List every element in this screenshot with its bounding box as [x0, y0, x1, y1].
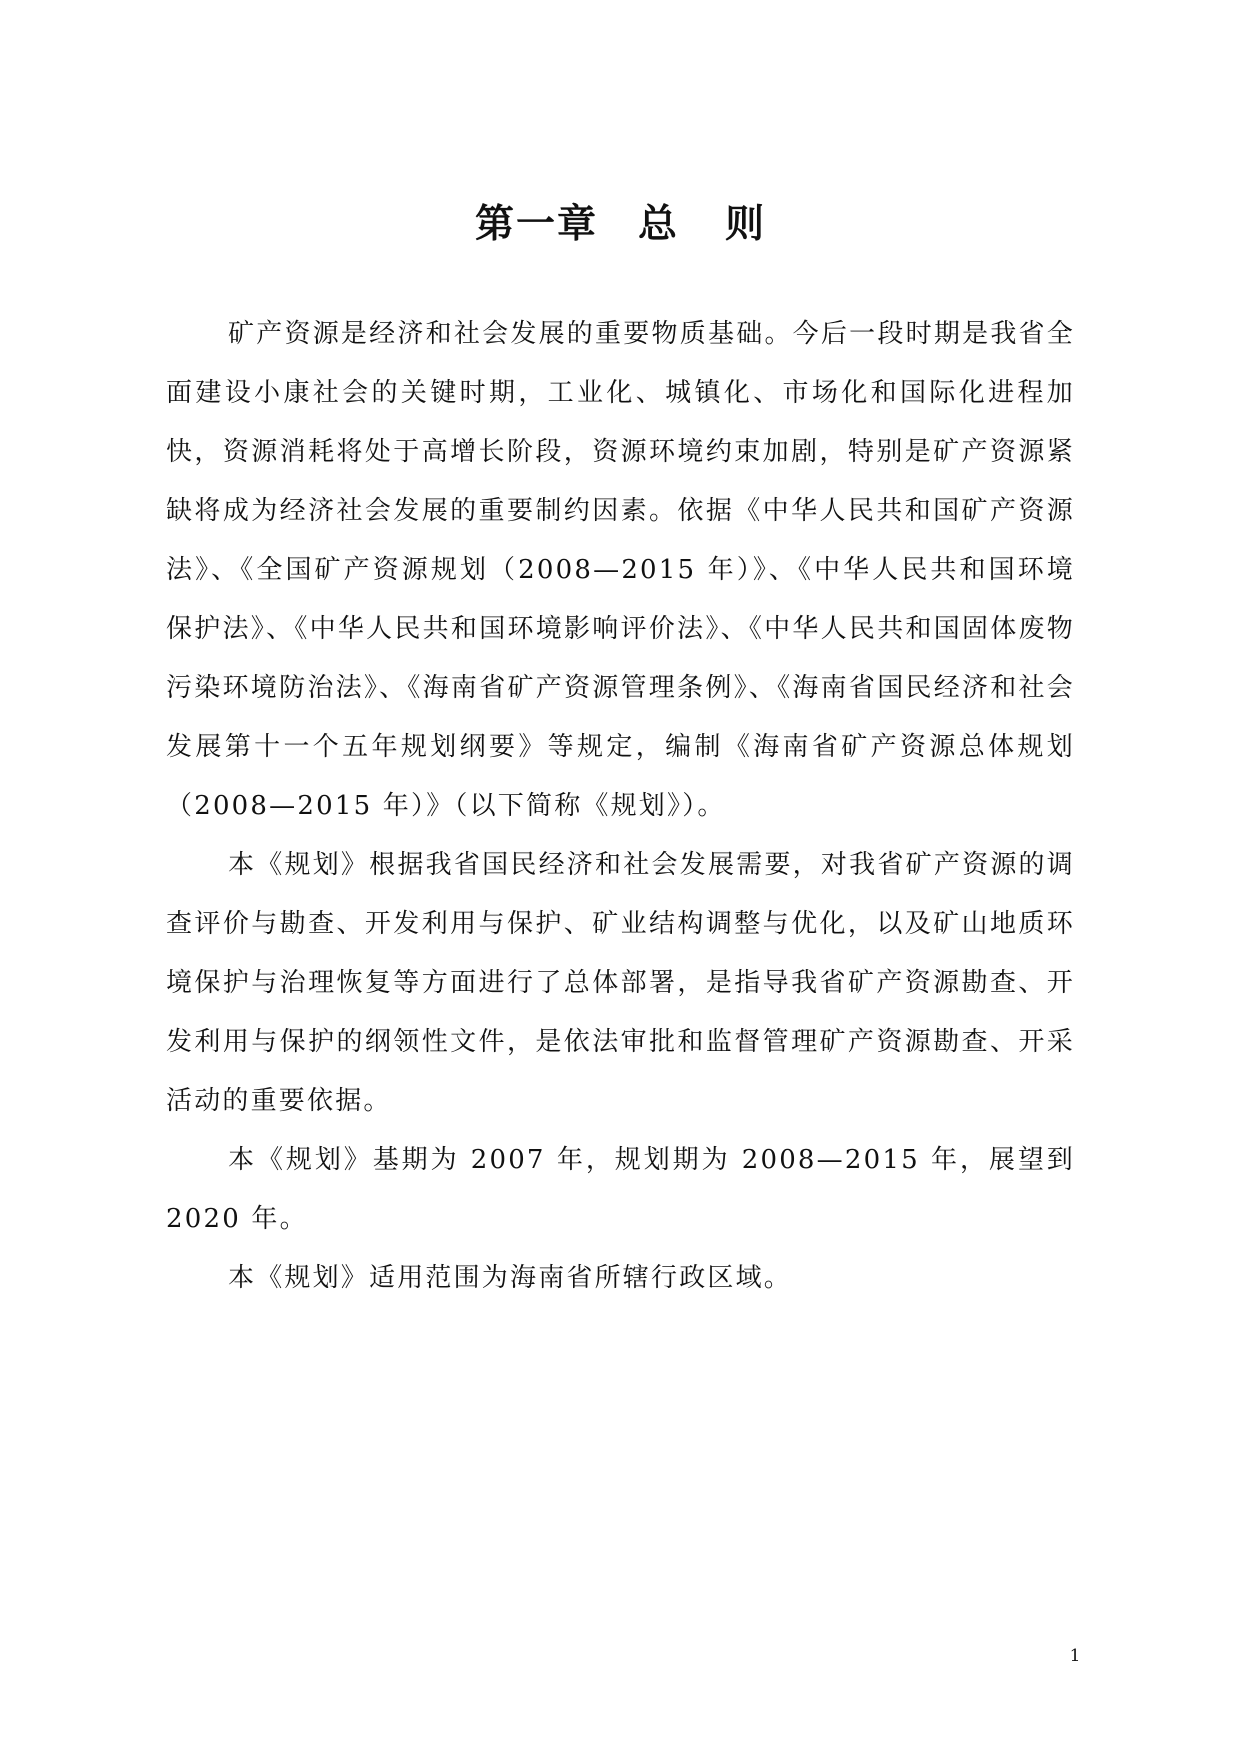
chapter-title-part2: 则: [725, 202, 767, 247]
page-number: 1: [1069, 1646, 1081, 1666]
paragraph-basis: 矿产资源是经济和社会发展的重要物质基础。今后一段时期是我省全面建设小康社会的关键时期，工业化、城镇化、市场化和国际化进程加快，资源消耗将处于高增长阶段，资源环境约束加剧，特别是矿产资源紧缺将成为经济社会发展的重要制约因素。依据《中华人民共和国矿产资源法》、《全国矿产资源规划（2008—2015 年）》、《中华人民共和国环境保护法》、《中华人民共和国环境影响评价法》、《中华人民共和国固体废物污染环境防治法》、《海南省矿产资源管理条例》、《海南省国民经济和社会发展第十一个五年规划纲要》等规定，编制《海南省矿产资源总体规划（2008—2015 年）》（以下简称《规划》）。: [166, 319, 1075, 821]
chapter-label: 第一章: [474, 202, 598, 247]
chapter-heading: [0, 200, 1241, 250]
chapter-title-part1: 总: [637, 202, 679, 247]
paragraph-applicable-area: 本《规划》适用范围为海南省所辖行政区域。: [228, 1263, 793, 1293]
paragraph-planning-period: 本《规划》基期为 2007 年，规划期为 2008—2015 年，展望到 2020 年。: [166, 1145, 1075, 1234]
body-text: [166, 305, 1075, 1308]
paragraph-scope-of-planning: 本《规划》根据我省国民经济和社会发展需要，对我省矿产资源的调查评价与勘查、开发利用与保护、矿业结构调整与优化，以及矿山地质环境保护与治理恢复等方面进行了总体部署，是指导我省矿产资源勘查、开发利用与保护的纲领性文件，是依法审批和监督管理矿产资源勘查、开采活动的重要依据。: [166, 850, 1075, 1116]
